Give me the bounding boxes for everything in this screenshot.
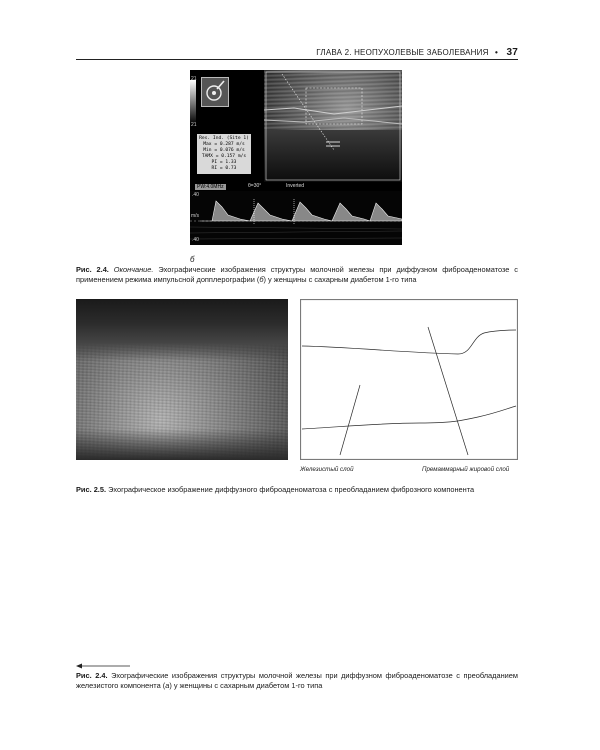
figure-2-5-schematic: [300, 299, 518, 460]
measurement-box: [197, 134, 251, 174]
page-number: 37: [506, 47, 518, 58]
chapter-title: ГЛАВА 2. НЕОПУХОЛЕВЫЕ ЗАБОЛЕВАНИЯ: [316, 48, 489, 57]
b-mode-image: [264, 70, 402, 182]
caption-label: Рис. 2.5.: [76, 485, 107, 494]
doppler-spectrum: [190, 191, 402, 245]
caption-letter: б: [259, 275, 264, 284]
doppler-unit-label: m/s: [191, 213, 200, 219]
back-arrow-icon: [76, 663, 130, 669]
measurement-line: Res. Ind. (Site 1): [199, 136, 249, 141]
figure-2-4-caption: [76, 265, 518, 285]
prf-label: PW:4.0MHz: [197, 183, 224, 190]
scale-bottom-label: 21: [191, 122, 197, 128]
caption-label: Рис. 2.4.: [76, 671, 108, 680]
angle-label: θ=30°: [248, 183, 262, 189]
caption-continuation: Окончание.: [113, 265, 154, 274]
header-rule: [76, 59, 518, 60]
info-panel: [190, 70, 264, 182]
caption-text: Эхографические изображения структуры молочной железы при диффузном фиброаденоматозе с преобладанием железистого компонента (: [76, 671, 518, 690]
measurement-line: RI = 0.73: [211, 166, 237, 171]
measurement-line: Max = 0.287 m/s: [203, 142, 245, 147]
doppler-settings-strip: [190, 182, 402, 191]
caption-tail: ) у женщины с сахарным диабетом 1-го типа: [263, 275, 417, 284]
measurement-line: Min = 0.076 m/s: [203, 148, 245, 153]
doppler-top-label: .40: [192, 192, 199, 198]
measurement-line: TAMX = 0.157 m/s: [201, 154, 247, 159]
label-premammary-fat: Премаммарный жировой слой: [422, 466, 510, 473]
sample-gate-overlay: [264, 70, 402, 182]
caption-text: Эхографические изображения структуры молочной железы при диффузном фиброаденоматозе с применением режима импульсной допплерографии (: [76, 265, 518, 284]
footnote-caption: [76, 671, 518, 691]
mode-label: Inverted: [286, 183, 305, 189]
caption-text: Эхографическое изображение диффузного фиброаденоматоза с преобладанием фиброзного компонента: [106, 485, 475, 494]
measurement-line: PI = 1.33: [211, 160, 237, 165]
figure-sublabel: б: [190, 255, 195, 264]
greyscale-bar: [190, 80, 196, 124]
probe-icon: [201, 77, 229, 107]
figure-2-5-ultrasound: [76, 299, 288, 460]
running-head: [300, 47, 518, 58]
label-glandular-layer: Железистый слой: [300, 466, 354, 473]
caption-tail: ) у женщины с сахарным диабетом 1-го типа: [169, 681, 323, 690]
separator-dot: •: [495, 48, 499, 57]
doppler-waveform: [190, 191, 402, 245]
deep-region: [76, 429, 288, 460]
fat-layer-region: [76, 299, 288, 361]
scale-top-label: 21: [191, 76, 197, 82]
figure-2-5-caption: [76, 485, 518, 495]
caption-letter: а: [165, 681, 170, 690]
doppler-bottom-label: .40: [192, 237, 199, 243]
figure-2-4b-ultrasound: [190, 70, 402, 245]
caption-label: Рис. 2.4.: [76, 265, 109, 274]
